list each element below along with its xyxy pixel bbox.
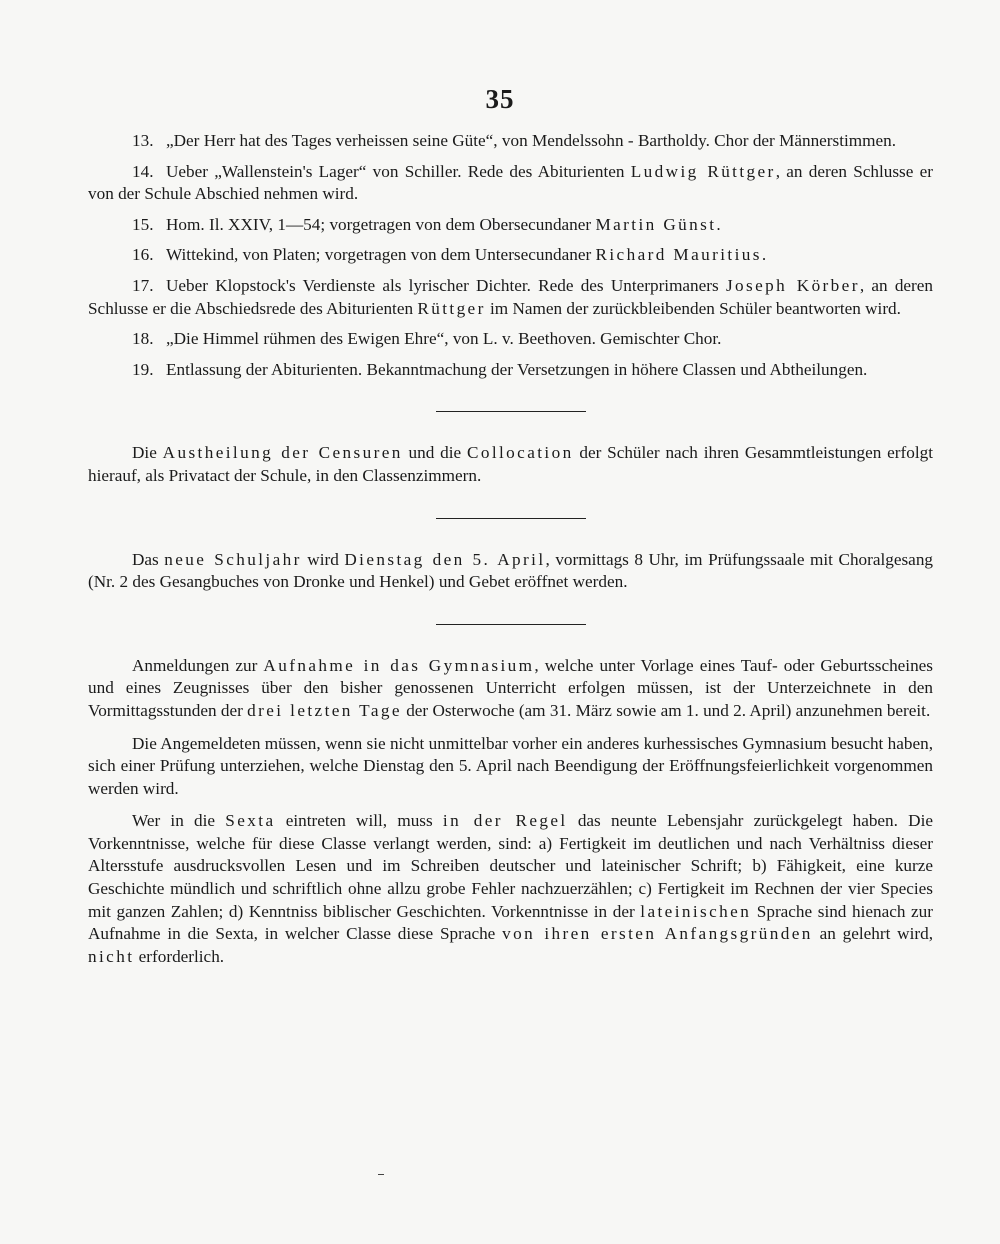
text-run: Das bbox=[132, 549, 165, 569]
spaced-text: Dienstag den 5. April bbox=[344, 549, 546, 569]
spaced-text: Austheilung der Censuren bbox=[162, 443, 403, 463]
spaced-text: Richard Mauritius bbox=[595, 245, 762, 265]
program-item bbox=[88, 244, 933, 267]
text-run: Ueber „Wallenstein's Lager“ von Schiller. Rede des Abiturienten bbox=[166, 161, 631, 181]
text-run: „Die Himmel rühmen des Ewigen Ehre“, von L. v. Beethoven. Gemischter Chor. bbox=[166, 329, 722, 349]
text-run: Die Angemeldeten müssen, wenn sie nicht unmittelbar vorher ein anderes kurhessisches Gymnasium besucht haben, sich einer Prüfung unterziehen, welche Dienstag den 5. April nach Beendigung der Eröffnungsfeierlichkeit vorgenommen werden wird. bbox=[88, 733, 933, 798]
program-item bbox=[88, 161, 933, 206]
text-run: Wer in die bbox=[132, 811, 226, 831]
text-run: im Namen der zurückbleibenden Schüler beantworten wird. bbox=[485, 298, 901, 318]
anmeldung-paragraph bbox=[88, 733, 933, 801]
text-run: wird bbox=[301, 549, 345, 569]
program-list bbox=[88, 130, 933, 381]
text-run: . bbox=[761, 245, 767, 265]
spaced-text: lateinischen bbox=[640, 901, 752, 921]
item-number: 18. bbox=[132, 329, 154, 349]
text-run: . bbox=[716, 214, 721, 234]
text-run: und die bbox=[402, 443, 467, 463]
item-number: 19. bbox=[132, 359, 154, 379]
program-item bbox=[88, 214, 933, 237]
anmeldung-paragraph bbox=[88, 810, 933, 968]
anmeldung-paragraph bbox=[88, 655, 933, 723]
spaced-text: Martin Günst bbox=[595, 214, 717, 234]
spaced-text: Collocation bbox=[466, 443, 574, 463]
spaced-text: Aufnahme in das Gymnasium bbox=[263, 655, 535, 675]
text-run: Hom. Il. XXIV, 1—54; vorgetragen von dem Obersecundaner bbox=[166, 214, 596, 234]
separator-rule bbox=[436, 411, 586, 412]
spaced-text: neue Schuljahr bbox=[164, 549, 302, 569]
item-number: 16. bbox=[132, 245, 154, 265]
spaced-text: nicht bbox=[88, 946, 135, 966]
spaced-text: Joseph Körber bbox=[725, 275, 860, 295]
page-number: 35 bbox=[485, 84, 515, 114]
separator-rule bbox=[436, 624, 586, 625]
text-run: , vormittags 8 Uhr, im Prüfungssaale mit Choralgesang (Nr. 2 des Gesangbuches von Dronke und Henkel) und Gebet eröffnet werden. bbox=[88, 549, 934, 592]
item-number: 14. bbox=[132, 161, 154, 181]
program-item bbox=[88, 275, 933, 320]
text-run: Die bbox=[132, 443, 163, 463]
text-run: , welche unter Vorlage eines Tauf- oder Geburtsscheines und eines Zeugnisses über den bisher genossenen Unterricht erfolgen müssen, ist der Unterzeichnete in den Vormittagsstunden der bbox=[88, 655, 933, 720]
text-run: , an deren Schlusse er von der Schule Abschied nehmen wird. bbox=[88, 161, 933, 204]
program-item bbox=[88, 130, 933, 153]
censuren-paragraph bbox=[88, 442, 933, 487]
item-number: 15. bbox=[132, 214, 154, 234]
spaced-text: Ludwig Rüttger bbox=[630, 161, 776, 181]
text-run: Sprache sind hienach zur Aufnahme in die Sexta, in welcher Classe diese Sprache bbox=[88, 901, 933, 944]
text-run: der Osterwoche (am 31. März sowie am 1. und 2. April) anzunehmen bereit. bbox=[401, 700, 931, 720]
spaced-text: drei letzten Tage bbox=[247, 700, 402, 720]
program-item bbox=[88, 328, 933, 351]
text-run: Anmeldungen zur bbox=[132, 655, 264, 675]
text-run: erforderlich. bbox=[134, 946, 225, 966]
page-content bbox=[88, 130, 933, 978]
text-run: Wittekind, von Platen; vorgetragen von dem Untersecundaner bbox=[166, 245, 596, 265]
item-number: 17. bbox=[132, 275, 154, 295]
text-run: an gelehrt wird, bbox=[812, 924, 933, 944]
spaced-text: Sexta bbox=[225, 811, 276, 831]
text-run: der Schüler nach ihren Gesammtleistungen erfolgt hierauf, als Privatact der Schule, in den Classenzimmern. bbox=[88, 443, 933, 485]
spaced-text: von ihren ersten Anfangsgründen bbox=[502, 924, 813, 944]
text-run: „Der Herr hat des Tages verheissen seine Güte“, von Mendelssohn - Bartholdy. Chor der Männerstimmen. bbox=[166, 131, 897, 150]
program-item bbox=[88, 359, 933, 382]
separator-rule bbox=[436, 518, 586, 519]
text-run: das neunte Lebensjahr zurückgelegt haben. Die Vorkenntnisse, welche für diese Classe verlangt werden, sind: a) Fertigkeit im deutlichen und nach Verhältniss dieser Altersstufe ausdrucksvollen Lesen und im Schreiben deutscher und lateinischer Schrift; b) Fähigkeit, eine kurze Geschichte mündlich und schriftlich ohne allzu grobe Fehler nachzuerzählen; c) Fertigkeit im Rechnen der vier Species mit ganzen Zahlen; d) Kenntniss biblischer Geschichten. Vorkenntnisse in der bbox=[88, 811, 933, 921]
text-run: eintreten will, muss bbox=[275, 811, 443, 831]
spaced-text: in der Regel bbox=[442, 811, 568, 831]
spaced-text: Rüttger bbox=[417, 298, 486, 318]
item-number: 13. bbox=[132, 131, 154, 150]
schuljahr-paragraph bbox=[88, 549, 933, 594]
bottom-mark bbox=[378, 1174, 384, 1175]
text-run: Ueber Klopstock's Verdienste als lyrischer Dichter. Rede des Unterprimaners bbox=[166, 275, 726, 295]
text-run: Entlassung der Abiturienten. Bekanntmachung der Versetzungen in höhere Classen und Abtheilungen. bbox=[166, 359, 868, 379]
text-run: , an deren Schlusse er die Abschiedsrede des Abiturienten bbox=[88, 275, 933, 318]
anmeldung-section bbox=[88, 655, 933, 969]
